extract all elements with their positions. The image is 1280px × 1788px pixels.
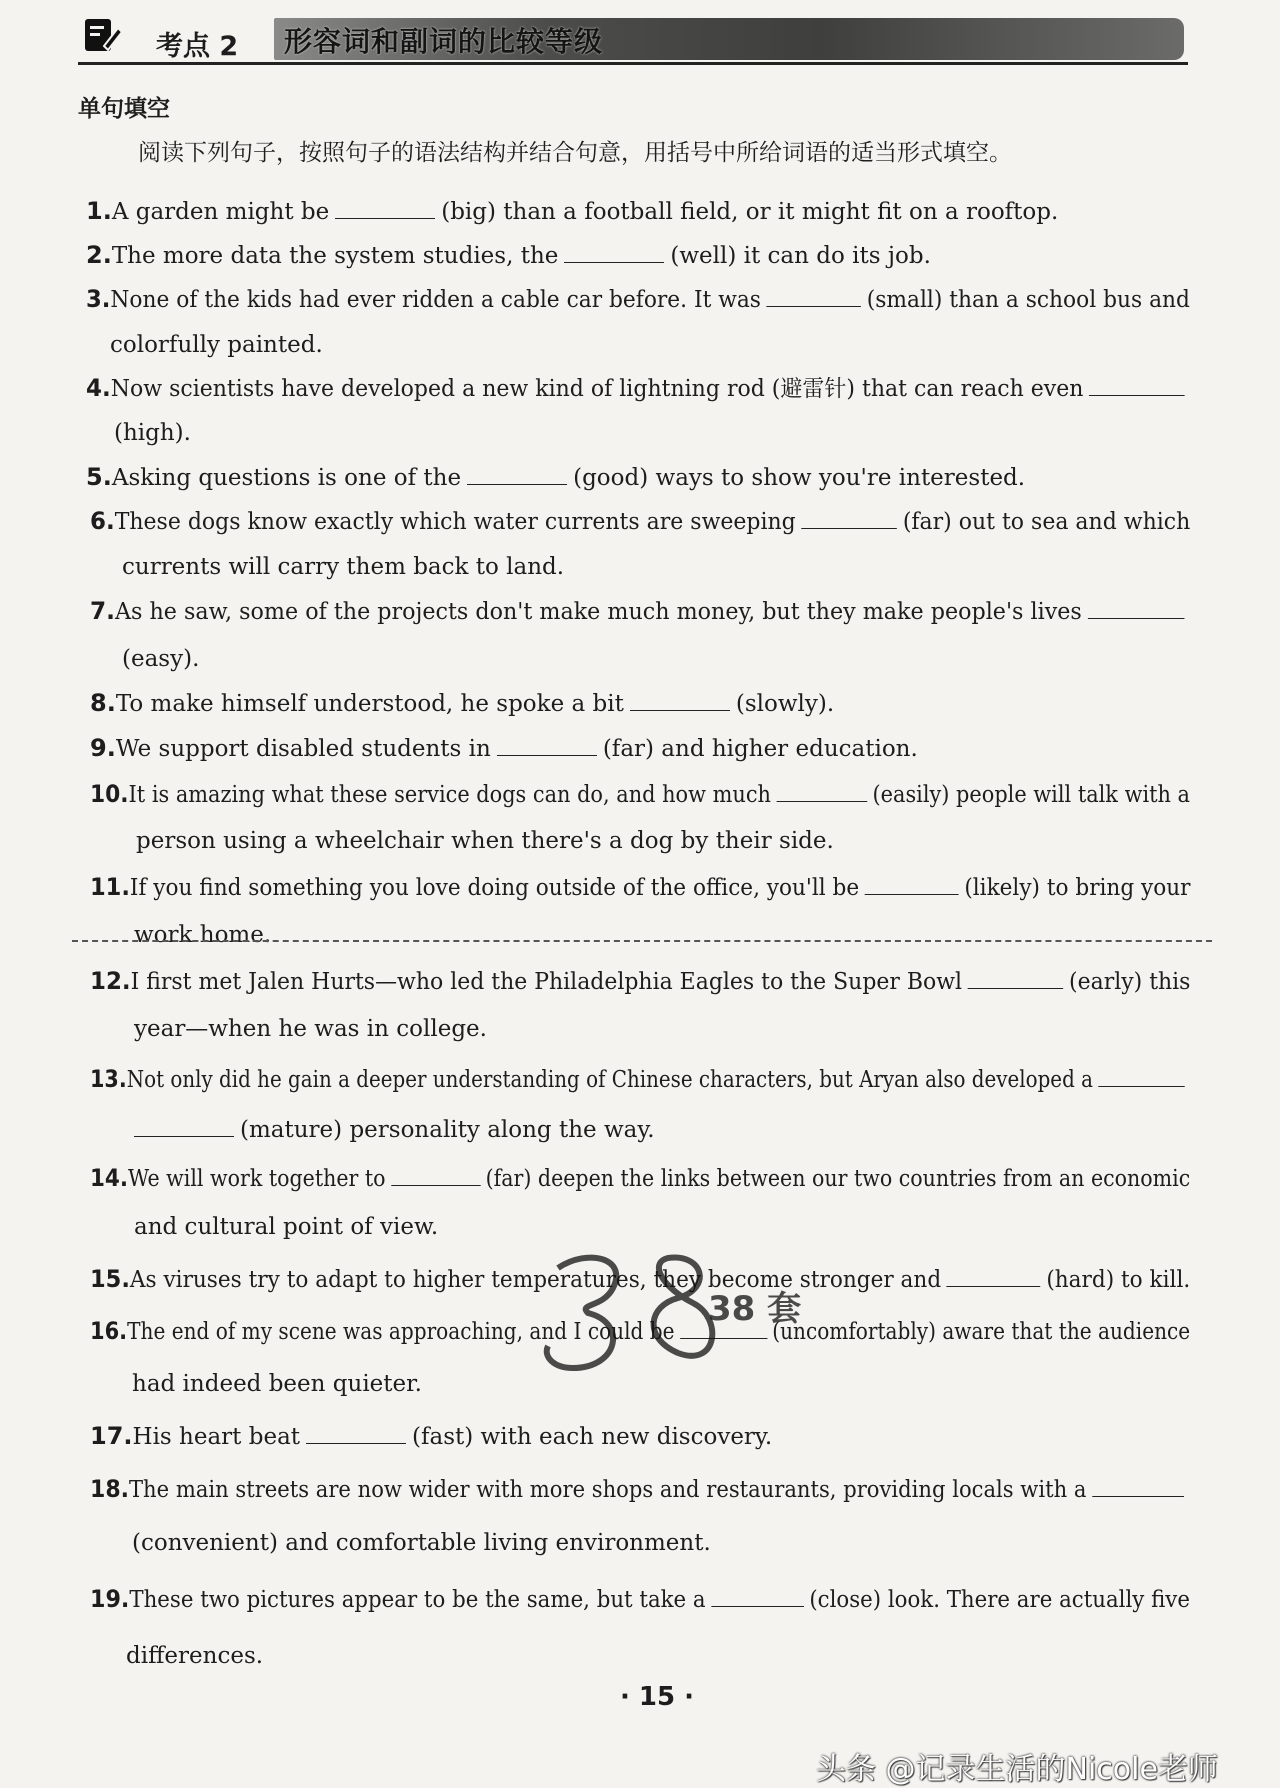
question-text: (close) look. There are actually five [809,1587,1190,1613]
instructions: 阅读下列句子，按照句子的语法结构并结合句意，用括号中所给词语的适当形式填空。 [138,140,1012,166]
question-text: (big) than a football field, or it might fit on a rooftop. [441,199,1059,225]
question-line [134,920,271,950]
question-line [114,418,191,448]
answer-blank[interactable] [1092,1478,1184,1497]
question-text: (uncomfortably) aware that the audience [772,1319,1191,1345]
question-text: Asking questions is one of the [111,465,462,491]
question-text: (far) out to sea and which [902,509,1191,535]
question-line [86,373,1191,404]
question-number: 17. [90,1422,133,1450]
question-line [90,688,834,719]
answer-blank[interactable] [947,1268,1041,1287]
question-text: (far) deepen the links between our two countries from an economic [485,1166,1191,1192]
question-number: 1. [86,197,112,225]
answer-blank[interactable] [134,1118,234,1137]
question-number: 7. [90,597,115,625]
answer-blank[interactable] [306,1425,406,1444]
question-text: A garden might be [111,199,330,225]
question-line [132,1528,711,1558]
question-text: (hard) to kill. [1046,1267,1191,1293]
question-line [90,872,1190,903]
question-text: (far) and higher education. [602,736,918,762]
question-text: year—when he was in college. [134,1016,487,1042]
question-number: 5. [86,463,112,491]
header-divider [78,62,1188,65]
answer-blank[interactable] [467,466,567,485]
question-number: 2. [86,241,112,269]
page-number: · 15 · [620,1682,695,1712]
question-line [86,462,1025,493]
question-line [134,1212,438,1242]
question-line [90,1584,1190,1615]
question-number: 3. [86,285,111,313]
question-line [86,196,1058,227]
question-text: person using a wheelchair when there's a dog by their side. [136,828,834,854]
question-line [110,330,323,360]
question-text: colorfully painted. [110,332,323,358]
question-text: We will work together to [128,1166,386,1192]
question-number: 9. [90,734,116,762]
question-text: work home. [134,922,272,948]
question-line [122,552,564,582]
question-text: currents will carry them back to land. [122,554,565,580]
answer-blank[interactable] [1089,377,1185,396]
question-text: These two pictures appear to be the same, but take a [129,1587,706,1613]
question-text: (mature) personality along the way. [240,1117,655,1143]
question-number: 15. [90,1265,130,1293]
question-text: None of the kids had ever ridden a cable car before. It was [110,287,761,313]
question-line [90,596,1190,627]
answer-blank[interactable] [391,1167,480,1186]
question-text: and cultural point of view. [134,1214,439,1240]
kaodian-label: 考点 2 [156,31,239,62]
question-text: Now scientists have developed a new kind of lightning rod (避雷针) that can reach even [110,376,1084,402]
answer-blank[interactable] [564,244,664,263]
question-line [132,1369,422,1399]
question-number: 8. [90,689,116,717]
question-line [90,966,1190,997]
question-number: 12. [90,967,131,995]
question-text: (likely) to bring your [964,875,1191,901]
question-text: (high). [114,420,191,446]
question-text: The more data the system studies, the [111,243,559,269]
answer-blank[interactable] [335,200,435,219]
question-text: (small) than a school bus and [866,287,1190,313]
answer-blank[interactable] [1098,1068,1184,1087]
section-title: 形容词和副词的比较等级 [284,25,604,58]
answer-blank[interactable] [497,737,597,756]
question-text: Not only did he gain a deeper understanding of Chinese characters, but Aryan also developed a [126,1067,1093,1093]
question-line [126,1641,263,1671]
question-text: (well) it can do its job. [670,243,931,269]
question-text: As viruses try to adapt to higher temperatures, they become stronger and [129,1267,942,1293]
answer-blank[interactable] [865,876,959,895]
answer-blank[interactable] [1088,600,1185,619]
question-text: If you find something you love doing outside of the office, you'll be [129,875,860,901]
question-text: (slowly). [735,691,835,717]
question-text: had indeed been quieter. [132,1371,422,1397]
question-line [122,644,199,674]
question-text: (fast) with each new discovery. [412,1424,773,1450]
question-number: 11. [90,873,130,901]
question-line [90,506,1190,537]
question-number: 14. [90,1164,129,1192]
question-line [90,1163,1190,1194]
pencil-book-icon [82,16,122,56]
question-text: The end of my scene was approaching, and I could be [127,1319,675,1345]
question-text: I first met Jalen Hurts—who led the Philadelphia Eagles to the Super Bowl [130,969,963,995]
question-line [90,1421,772,1452]
question-text: (easy). [122,646,200,672]
exercise-type-label: 单句填空 [78,96,170,122]
question-line [134,1115,655,1145]
watermark: 头条 @记录生活的Nicole老师 [816,1752,1218,1787]
question-number: 16. [90,1317,128,1345]
question-number: 19. [90,1585,130,1613]
question-text: His heart beat [132,1424,301,1450]
question-line [90,1064,1190,1095]
stamp-text: 38 套 [708,1289,802,1329]
answer-blank[interactable] [968,970,1063,989]
answer-blank[interactable] [776,783,867,802]
question-text: (early) this [1069,969,1191,995]
question-number: 13. [90,1065,127,1093]
answer-blank[interactable] [767,288,862,307]
section-header [78,10,1188,66]
question-text: differences. [126,1643,264,1669]
question-text: To make himself understood, he spoke a bit [115,691,624,717]
question-text: (good) ways to show you're interested. [573,465,1026,491]
question-number: 4. [86,374,111,402]
question-line [90,1474,1189,1505]
question-line [90,779,1190,810]
question-text: (convenient) and comfortable living environment. [132,1530,711,1556]
question-number: 6. [90,507,115,535]
question-text: (easily) people will talk with a [872,782,1191,808]
question-text: We support disabled students in [115,736,491,762]
answer-blank[interactable] [630,692,730,711]
question-text: It is amazing what these service dogs can do, and how much [128,782,771,808]
question-text: As he saw, some of the projects don't make much money, but they make people's lives [114,599,1082,625]
answer-blank[interactable] [711,1588,804,1607]
question-number: 18. [90,1475,129,1503]
question-line [86,240,931,271]
stamp-38-icon [518,1228,802,1388]
answer-blank[interactable] [802,510,898,529]
question-number: 10. [90,780,129,808]
question-line [86,284,1190,315]
fold-line [72,940,1212,942]
question-line [90,733,918,764]
question-line [136,826,834,856]
question-text: These dogs know exactly which water currents are sweeping [114,509,796,535]
question-text: The main streets are now wider with more shops and restaurants, providing locals with a [128,1477,1087,1503]
question-line [134,1014,487,1044]
